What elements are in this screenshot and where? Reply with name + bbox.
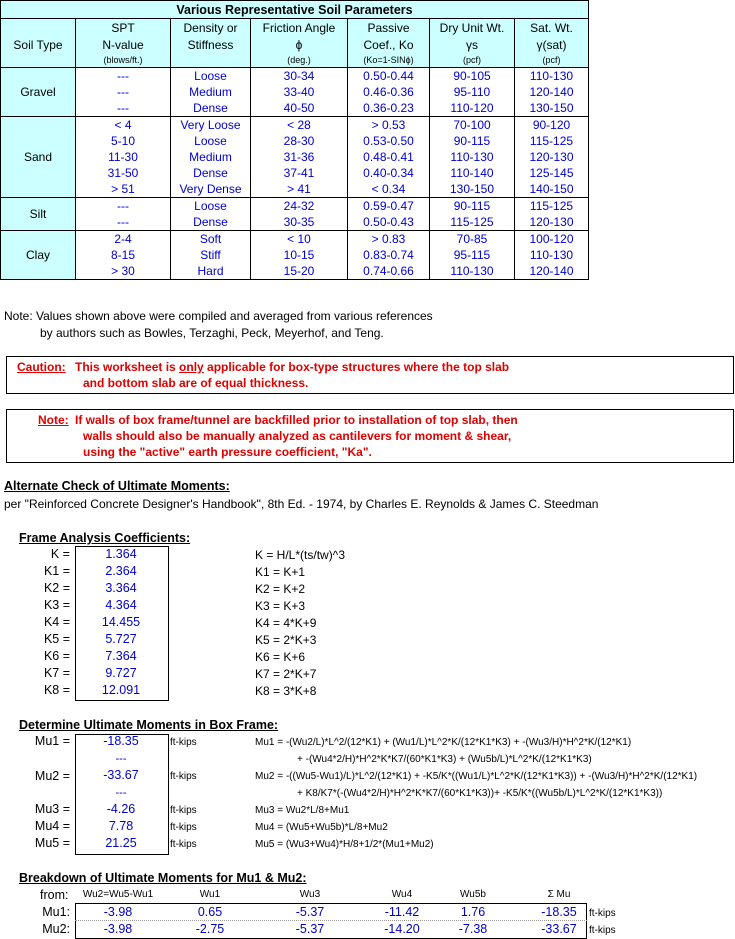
soil-cell: 120-140 [515, 84, 589, 100]
soil-header-line1-0 [1, 19, 76, 37]
mu1-value: -18.35 [103, 734, 139, 748]
backfill-note-label: Note: [38, 413, 69, 427]
breakdown-value: -11.42 [384, 905, 420, 919]
soil-row [1, 247, 589, 263]
soil-cell: 30-34 [251, 68, 348, 85]
breakdown-col-header: Σ Mu [547, 889, 571, 900]
soil-header-line1-3: Friction Angle [251, 19, 348, 37]
breakdown-col-header: Wu5b [460, 889, 486, 900]
soil-cell: 10-15 [251, 247, 348, 263]
moment-value: -4.26 [106, 802, 136, 816]
soil-cell: 2-4 [76, 231, 171, 248]
coef-label: K2 = [43, 581, 70, 595]
soil-cell: 0.40-0.34 [348, 165, 430, 181]
moment-formula: Mu5 = (Wu3+Wu4)*H/8+1/2*(Mu1+Mu2) [255, 839, 434, 850]
note-line-2: by authors such as Bowles, Terzaghi, Peck, Meyerhof, and Teng. [40, 326, 384, 340]
coef-label: K3 = [43, 598, 70, 612]
breakdown-value: -14.20 [384, 922, 420, 936]
breakdown-unit: ft-kips [589, 925, 616, 936]
soil-cell: 110-130 [515, 247, 589, 263]
coef-label: K = [50, 547, 70, 561]
mu1-formula-1: Mu1 = -(Wu2/L)*L^2/(12*K1) + (Wu1/L)*L^2*K/(12*K1*K3) + -(Wu3/H)*H^2*K/(12*K1) [255, 737, 632, 748]
soil-header-line1-1: SPT [76, 19, 171, 37]
soil-cell: 37-41 [251, 165, 348, 181]
soil-header-line2-4: Coef., Ko [348, 36, 430, 53]
mu2-value: -33.67 [103, 768, 139, 782]
backfill-note-line-2: walls should also be manually analyzed as cantilevers for moment & shear, [83, 429, 512, 443]
soil-cell: 120-130 [515, 214, 589, 231]
soil-cell: 130-150 [430, 181, 515, 198]
mu2-dash: --- [115, 787, 127, 799]
mu1-formula-2: + -(Wu4*2/H)*H^2*K*K7/(60*K1*K3) + (Wu5b/L)*L^2*K/(12*K1*K3) [297, 754, 592, 765]
breakdown-unit: ft-kips [589, 908, 616, 919]
soil-cell: --- [76, 100, 171, 117]
moment-value: 7.78 [108, 819, 134, 833]
soil-type-silt: Silt [1, 198, 76, 231]
breakdown-value: 1.76 [460, 905, 486, 919]
moment-formula: Mu4 = (Wu5+Wu5b)*L/8+Mu2 [255, 822, 388, 833]
breakdown-value: -5.37 [295, 905, 325, 919]
coef-value: 3.364 [105, 581, 137, 595]
soil-cell: 90-120 [515, 117, 589, 134]
soil-cell: 0.53-0.50 [348, 133, 430, 149]
soil-header-unit-1: (blows/ft.) [76, 53, 171, 68]
soil-row [1, 149, 589, 165]
soil-cell: Loose [171, 133, 251, 149]
soil-cell: 90-115 [430, 198, 515, 215]
soil-cell: 31-36 [251, 149, 348, 165]
soil-cell: < 10 [251, 231, 348, 248]
soil-cell: 100-120 [515, 231, 589, 248]
breakdown-value: -5.37 [295, 922, 325, 936]
breakdown-row-label: Mu1: [42, 905, 70, 919]
moment-label: Mu3 = [34, 802, 70, 816]
soil-cell: > 0.83 [348, 231, 430, 248]
soil-header-line2-0: Soil Type [1, 36, 76, 53]
breakdown-row-label: Mu2: [42, 922, 70, 936]
soil-cell: Dense [171, 100, 251, 117]
soil-header-line1-4: Passive [348, 19, 430, 37]
soil-header-unit-5: (pcf) [430, 53, 515, 68]
mu2-unit: ft-kips [170, 771, 197, 782]
coef-value: 7.364 [105, 649, 137, 663]
breakdown-col-header: Wu1 [199, 889, 221, 900]
soil-cell: 40-50 [251, 100, 348, 117]
soil-cell: Loose [171, 198, 251, 215]
soil-cell: Very Dense [171, 181, 251, 198]
soil-type-gravel: Gravel [1, 68, 76, 117]
soil-cell: 30-35 [251, 214, 348, 231]
coef-value: 1.364 [105, 547, 137, 561]
soil-cell: 125-145 [515, 165, 589, 181]
soil-cell: < 4 [76, 117, 171, 134]
soil-header-unit-6: (pcf) [515, 53, 589, 68]
soil-cell: 95-115 [430, 247, 515, 263]
soil-cell: < 0.34 [348, 181, 430, 198]
coef-value: 2.364 [105, 564, 137, 578]
soil-cell: 5-10 [76, 133, 171, 149]
coef-formula: K1 = K+1 [255, 565, 306, 579]
soil-row [1, 68, 589, 85]
soil-cell: Stiff [171, 247, 251, 263]
coef-label: K5 = [43, 632, 70, 646]
soil-row [1, 214, 589, 231]
soil-cell: Medium [171, 84, 251, 100]
soil-cell: --- [76, 68, 171, 85]
coef-value: 5.727 [105, 632, 137, 646]
soil-cell: --- [76, 84, 171, 100]
breakdown-col-header: Wu2=Wu5-Wu1 [82, 889, 154, 900]
breakdown-value: -3.98 [103, 922, 133, 936]
breakdown-title: Breakdown of Ultimate Moments for Mu1 & Mu2: [19, 871, 307, 885]
soil-cell: 0.59-0.47 [348, 198, 430, 215]
soil-cell: 28-30 [251, 133, 348, 149]
coef-formula: K6 = K+6 [255, 650, 306, 664]
soil-cell: > 30 [76, 263, 171, 280]
breakdown-row-divider [75, 920, 587, 921]
backfill-note-line-3: using the "active" earth pressure coefficient, "Ka". [83, 445, 372, 459]
mu2-label: Mu2 = [34, 769, 70, 783]
coef-label: K1 = [43, 564, 70, 578]
soil-row [1, 117, 589, 134]
soil-cell: 0.50-0.43 [348, 214, 430, 231]
note-line-1: Note: Values shown above were compiled and averaged from various references [4, 309, 433, 323]
moments-title: Determine Ultimate Moments in Box Frame: [19, 718, 279, 732]
coef-label: K4 = [43, 615, 70, 629]
soil-header-unit-4: (Ko=1-SINϕ) [348, 53, 430, 68]
caution-line-1: This worksheet is only applicable for box-type structures where the top slab [75, 360, 510, 374]
soil-header-unit-0 [1, 53, 76, 68]
soil-cell: < 28 [251, 117, 348, 134]
soil-cell: 0.74-0.66 [348, 263, 430, 280]
soil-cell: 110-130 [430, 149, 515, 165]
soil-cell: 70-85 [430, 231, 515, 248]
coef-formula: K = H/L*(ts/tw)^3 [255, 548, 345, 562]
moment-unit: ft-kips [170, 805, 197, 816]
breakdown-value: -33.67 [541, 922, 577, 936]
soil-header-line2-6: γ(sat) [515, 36, 589, 53]
soil-row [1, 165, 589, 181]
soil-row [1, 231, 589, 248]
soil-cell: 0.48-0.41 [348, 149, 430, 165]
moment-label: Mu4 = [34, 819, 70, 833]
soil-cell: 115-125 [515, 198, 589, 215]
coef-formula: K2 = K+2 [255, 582, 306, 596]
soil-header-line2-2: Stiffness [171, 36, 251, 53]
soil-cell: --- [76, 198, 171, 215]
soil-header-line2-3: ϕ [251, 36, 348, 53]
soil-cell: Dense [171, 165, 251, 181]
soil-cell: 11-30 [76, 149, 171, 165]
soil-row [1, 133, 589, 149]
mu2-formula-2: + K8/K7*(-(Wu4*2/H)*H^2*K*K7/(60*K1*K3))+ -K5/K*((Wu5b/L)*L^2*K/(12*K1*K3)) [297, 788, 663, 799]
coef-label: K6 = [43, 649, 70, 663]
breakdown-value: -2.75 [195, 922, 225, 936]
soil-table-title: Various Representative Soil Parameters [1, 1, 589, 19]
alternate-check-title: Alternate Check of Ultimate Moments: [4, 479, 230, 493]
soil-cell: 33-40 [251, 84, 348, 100]
alternate-check-reference: per "Reinforced Concrete Designer's Handbook", 8th Ed. - 1974, by Charles E. Reynolds & James C. Steedman [4, 497, 599, 511]
soil-header-line2-1: N-value [76, 36, 171, 53]
soil-cell: 140-150 [515, 181, 589, 198]
soil-cell: 95-110 [430, 84, 515, 100]
soil-header-unit-2 [171, 53, 251, 68]
soil-cell: > 0.53 [348, 117, 430, 134]
soil-cell: Soft [171, 231, 251, 248]
soil-cell: Medium [171, 149, 251, 165]
moment-label: Mu5 = [34, 836, 70, 850]
coef-formula: K4 = 4*K+9 [255, 616, 317, 630]
soil-cell: 110-130 [515, 68, 589, 85]
soil-cell: 0.46-0.36 [348, 84, 430, 100]
soil-cell: Dense [171, 214, 251, 231]
coef-formula: K7 = 2*K+7 [255, 667, 317, 681]
soil-cell: 120-130 [515, 149, 589, 165]
moment-value: 21.25 [105, 836, 137, 850]
soil-cell: Loose [171, 68, 251, 85]
coef-label: K7 = [43, 666, 70, 680]
soil-cell: 31-50 [76, 165, 171, 181]
coef-label: K8 = [43, 683, 70, 697]
coef-value: 4.364 [105, 598, 137, 612]
soil-cell: 15-20 [251, 263, 348, 280]
moment-unit: ft-kips [170, 839, 197, 850]
breakdown-from-label: from: [40, 888, 69, 902]
soil-parameters-table [0, 0, 589, 280]
backfill-note-line-1: If walls of box frame/tunnel are backfilled prior to installation of top slab, then [75, 413, 518, 427]
soil-cell: > 41 [251, 181, 348, 198]
breakdown-value: -3.98 [103, 905, 133, 919]
soil-cell: 70-100 [430, 117, 515, 134]
soil-cell: > 51 [76, 181, 171, 198]
coef-value: 14.455 [101, 615, 141, 629]
coef-formula: K3 = K+3 [255, 599, 306, 613]
soil-row [1, 263, 589, 280]
coef-formula: K8 = 3*K+8 [255, 684, 317, 698]
soil-type-clay: Clay [1, 231, 76, 280]
backfill-note-box [6, 409, 734, 463]
coef-value: 9.727 [105, 666, 137, 680]
soil-header-line2-5: γs [430, 36, 515, 53]
soil-cell: 0.36-0.23 [348, 100, 430, 117]
soil-row [1, 181, 589, 198]
caution-label: Caution: [17, 360, 66, 374]
coef-value: 12.091 [101, 683, 141, 697]
breakdown-value: -7.38 [458, 922, 488, 936]
soil-cell: 110-130 [430, 263, 515, 280]
coefficients-title: Frame Analysis Coefficients: [19, 531, 191, 545]
breakdown-value: 0.65 [197, 905, 223, 919]
soil-header-line1-6: Sat. Wt. [515, 19, 589, 37]
mu1-label: Mu1 = [34, 734, 70, 748]
soil-cell: 8-15 [76, 247, 171, 263]
soil-header-unit-3: (deg.) [251, 53, 348, 68]
moment-unit: ft-kips [170, 822, 197, 833]
soil-cell: 0.50-0.44 [348, 68, 430, 85]
soil-cell: Hard [171, 263, 251, 280]
breakdown-value: -18.35 [541, 905, 577, 919]
mu2-formula-1: Mu2 = -((Wu5-Wu1)/L)*L^2/(12*K1) + -K5/K*((Wu1/L)*L^2*K/(12*K1*K3)) + -(Wu3/H)*H^2*K/(12*K1) [255, 771, 698, 782]
breakdown-col-header: Wu3 [299, 889, 321, 900]
caution-line-2: and bottom slab are of equal thickness. [83, 376, 309, 390]
soil-cell: 24-32 [251, 198, 348, 215]
soil-cell: 120-140 [515, 263, 589, 280]
soil-header-line1-2: Density or [171, 19, 251, 37]
soil-row [1, 198, 589, 215]
mu1-dash: --- [115, 753, 127, 765]
mu1-unit: ft-kips [170, 737, 197, 748]
soil-cell: --- [76, 214, 171, 231]
soil-cell: 115-125 [430, 214, 515, 231]
soil-cell: 115-125 [515, 133, 589, 149]
moment-formula: Mu3 = Wu2*L/8+Mu1 [255, 805, 350, 816]
soil-cell: Very Loose [171, 117, 251, 134]
soil-type-sand: Sand [1, 117, 76, 198]
soil-row [1, 100, 589, 117]
soil-cell: 110-140 [430, 165, 515, 181]
soil-cell: 130-150 [515, 100, 589, 117]
coef-formula: K5 = 2*K+3 [255, 633, 317, 647]
soil-cell: 90-115 [430, 133, 515, 149]
soil-row [1, 84, 589, 100]
soil-cell: 0.83-0.74 [348, 247, 430, 263]
breakdown-col-header: Wu4 [391, 889, 413, 900]
soil-cell: 110-120 [430, 100, 515, 117]
caution-box [6, 356, 734, 394]
soil-header-line1-5: Dry Unit Wt. [430, 19, 515, 37]
soil-cell: 90-105 [430, 68, 515, 85]
